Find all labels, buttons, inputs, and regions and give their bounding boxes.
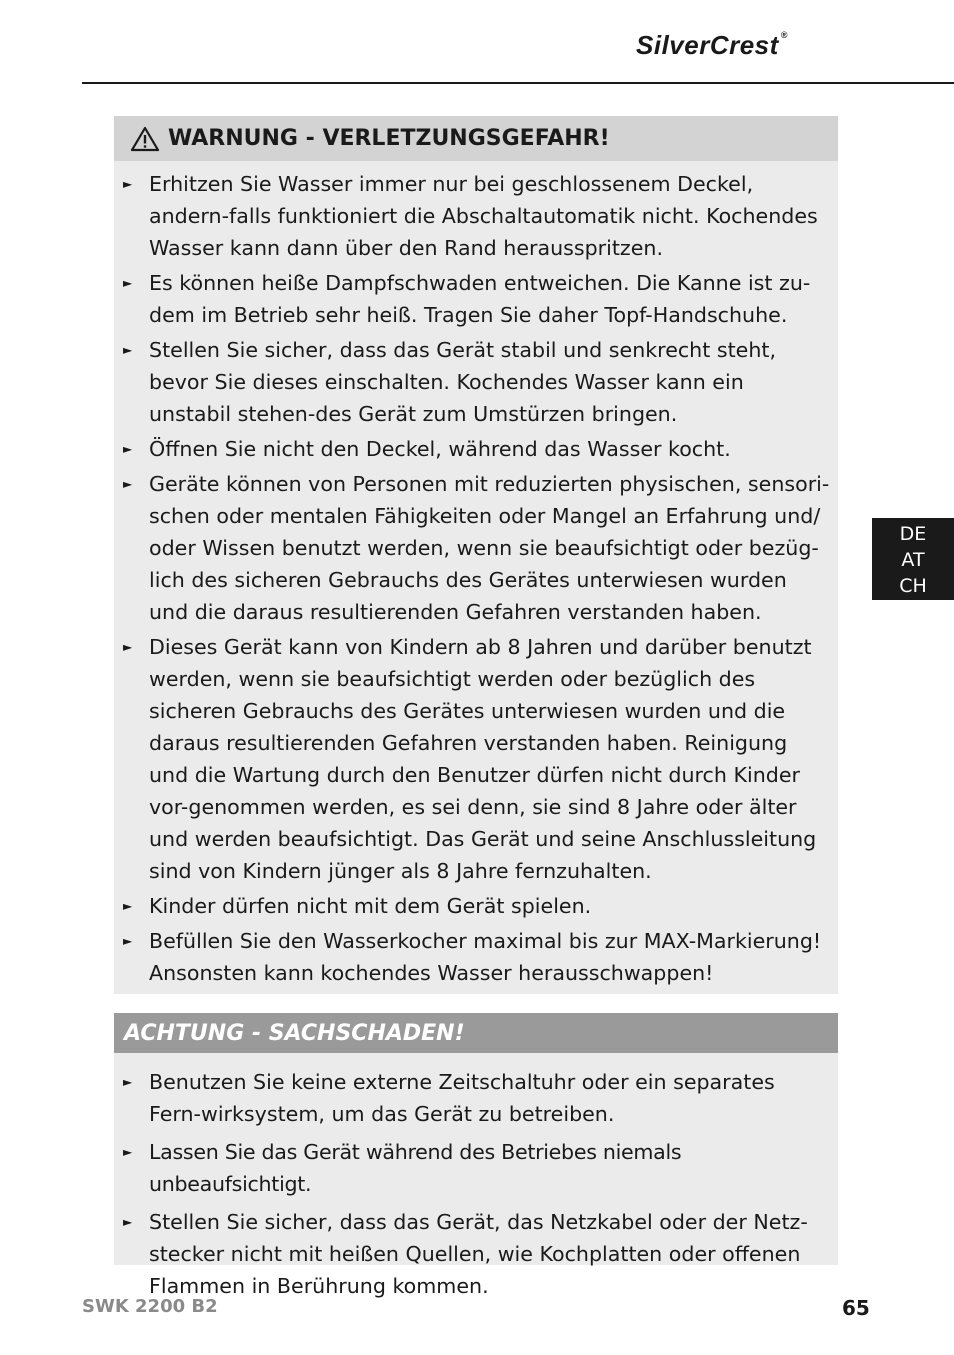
bullet-arrow-icon: ► <box>123 343 133 357</box>
list-item <box>114 1066 838 1130</box>
caution-box <box>114 1013 838 1298</box>
caution-list <box>114 1053 838 1302</box>
page-number: 65 <box>842 1296 870 1320</box>
list-item <box>114 334 838 430</box>
list-item-text: Stellen Sie sicher, dass das Gerät stabil und senkrecht steht, bevor Sie dieses einschalten. Kochendes Wasser kann ein unstabil stehen-des Gerät zum Umstürzen bringen. <box>149 338 777 426</box>
bullet-arrow-icon: ► <box>123 899 133 913</box>
list-item-text: Es können heiße Dampfschwaden entweichen. Die Kanne ist zu-dem im Betrieb sehr heiß. Tragen Sie daher Topf-Handschuhe. <box>149 271 811 327</box>
bullet-arrow-icon: ► <box>123 934 133 948</box>
list-item <box>114 1136 838 1200</box>
warning-header <box>114 116 838 161</box>
list-item-text: Öffnen Sie nicht den Deckel, während das Wasser kocht. <box>149 437 731 461</box>
list-item-text: Erhitzen Sie Wasser immer nur bei geschlossenem Deckel, andern-falls funktioniert die Abschaltautomatik nicht. Kochendes Wasser kann dann über den Rand herausspritzen. <box>149 172 818 260</box>
list-item-text: Dieses Gerät kann von Kindern ab 8 Jahren und darüber benutzt werden, wenn sie beaufsichtigt werden oder bezüglich des sicheren Gebrauchs des Gerätes unterwiesen wurden und die daraus resultierenden Gefahren verstanden haben. Reinigung und die Wartung durch den Benutzer dürfen nicht durch Kinder vor-genommen werden, es sei denn, sie sind 8 Jahre oder älter und werden beaufsichtigt. Das Gerät und seine Anschlussleitung sind von Kindern jünger als 8 Jahre fernzuhalten. <box>149 635 817 883</box>
registered-mark: ® <box>780 30 788 40</box>
list-item <box>114 267 838 331</box>
warning-triangle-icon <box>130 126 160 152</box>
list-item <box>114 1206 838 1302</box>
brand-name: SilverCrest <box>636 30 779 60</box>
language-code: AT <box>901 549 925 571</box>
list-item-text: Benutzen Sie keine externe Zeitschaltuhr oder ein separates Fern-wirksystem, um das Gerät zu betreiben. <box>149 1070 775 1126</box>
bullet-arrow-icon: ► <box>123 640 133 654</box>
footer-model: SWK 2200 B2 <box>82 1296 218 1317</box>
brand-logo <box>636 30 788 61</box>
list-item <box>114 890 838 922</box>
list-item <box>114 925 838 989</box>
list-item-text: Kinder dürfen nicht mit dem Gerät spielen. <box>149 894 592 918</box>
language-code: DE <box>899 523 927 545</box>
bullet-arrow-icon: ► <box>123 1145 132 1159</box>
language-code: CH <box>899 575 927 597</box>
bullet-arrow-icon: ► <box>123 1075 133 1089</box>
header-rule <box>82 82 954 84</box>
warning-list <box>114 161 838 989</box>
language-tab <box>872 518 954 600</box>
warning-title: WARNUNG - VERLETZUNGSGEFAHR! <box>168 126 610 151</box>
caution-header <box>114 1013 838 1053</box>
list-item <box>114 433 838 465</box>
warning-box <box>114 116 838 994</box>
bullet-arrow-icon: ► <box>123 276 133 290</box>
list-item-text: Lassen Sie das Gerät während des Betriebes niemals unbeaufsichtigt. <box>149 1140 682 1196</box>
list-item <box>114 168 838 264</box>
list-item <box>114 631 838 887</box>
list-item-text: Geräte können von Personen mit reduzierten physischen, sensori-schen oder mentalen Fähigkeiten oder Mangel an Erfahrung und/ oder Wissen benutzt werden, wenn sie beaufsichtigt oder bezüg-lich des sicheren Gebrauchs des Gerätes unterwiesen wurden und die daraus resultierenden Gefahren verstanden haben. <box>149 472 830 624</box>
bullet-arrow-icon: ► <box>123 477 133 491</box>
bullet-arrow-icon: ► <box>123 1215 133 1229</box>
bullet-arrow-icon: ► <box>123 442 133 456</box>
caution-title: ACHTUNG - SACHSCHADEN! <box>124 1020 465 1046</box>
list-item-text: Befüllen Sie den Wasserkocher maximal bis zur MAX-Markierung! Ansonsten kann kochendes Wasser herausschwappen! <box>149 929 822 985</box>
bullet-arrow-icon: ► <box>123 177 133 191</box>
list-item <box>114 468 838 628</box>
list-item-text: Stellen Sie sicher, dass das Gerät, das Netzkabel oder der Netz-stecker nicht mit heißen Quellen, wie Kochplatten oder offenen Flammen in Berührung kommen. <box>149 1210 808 1298</box>
